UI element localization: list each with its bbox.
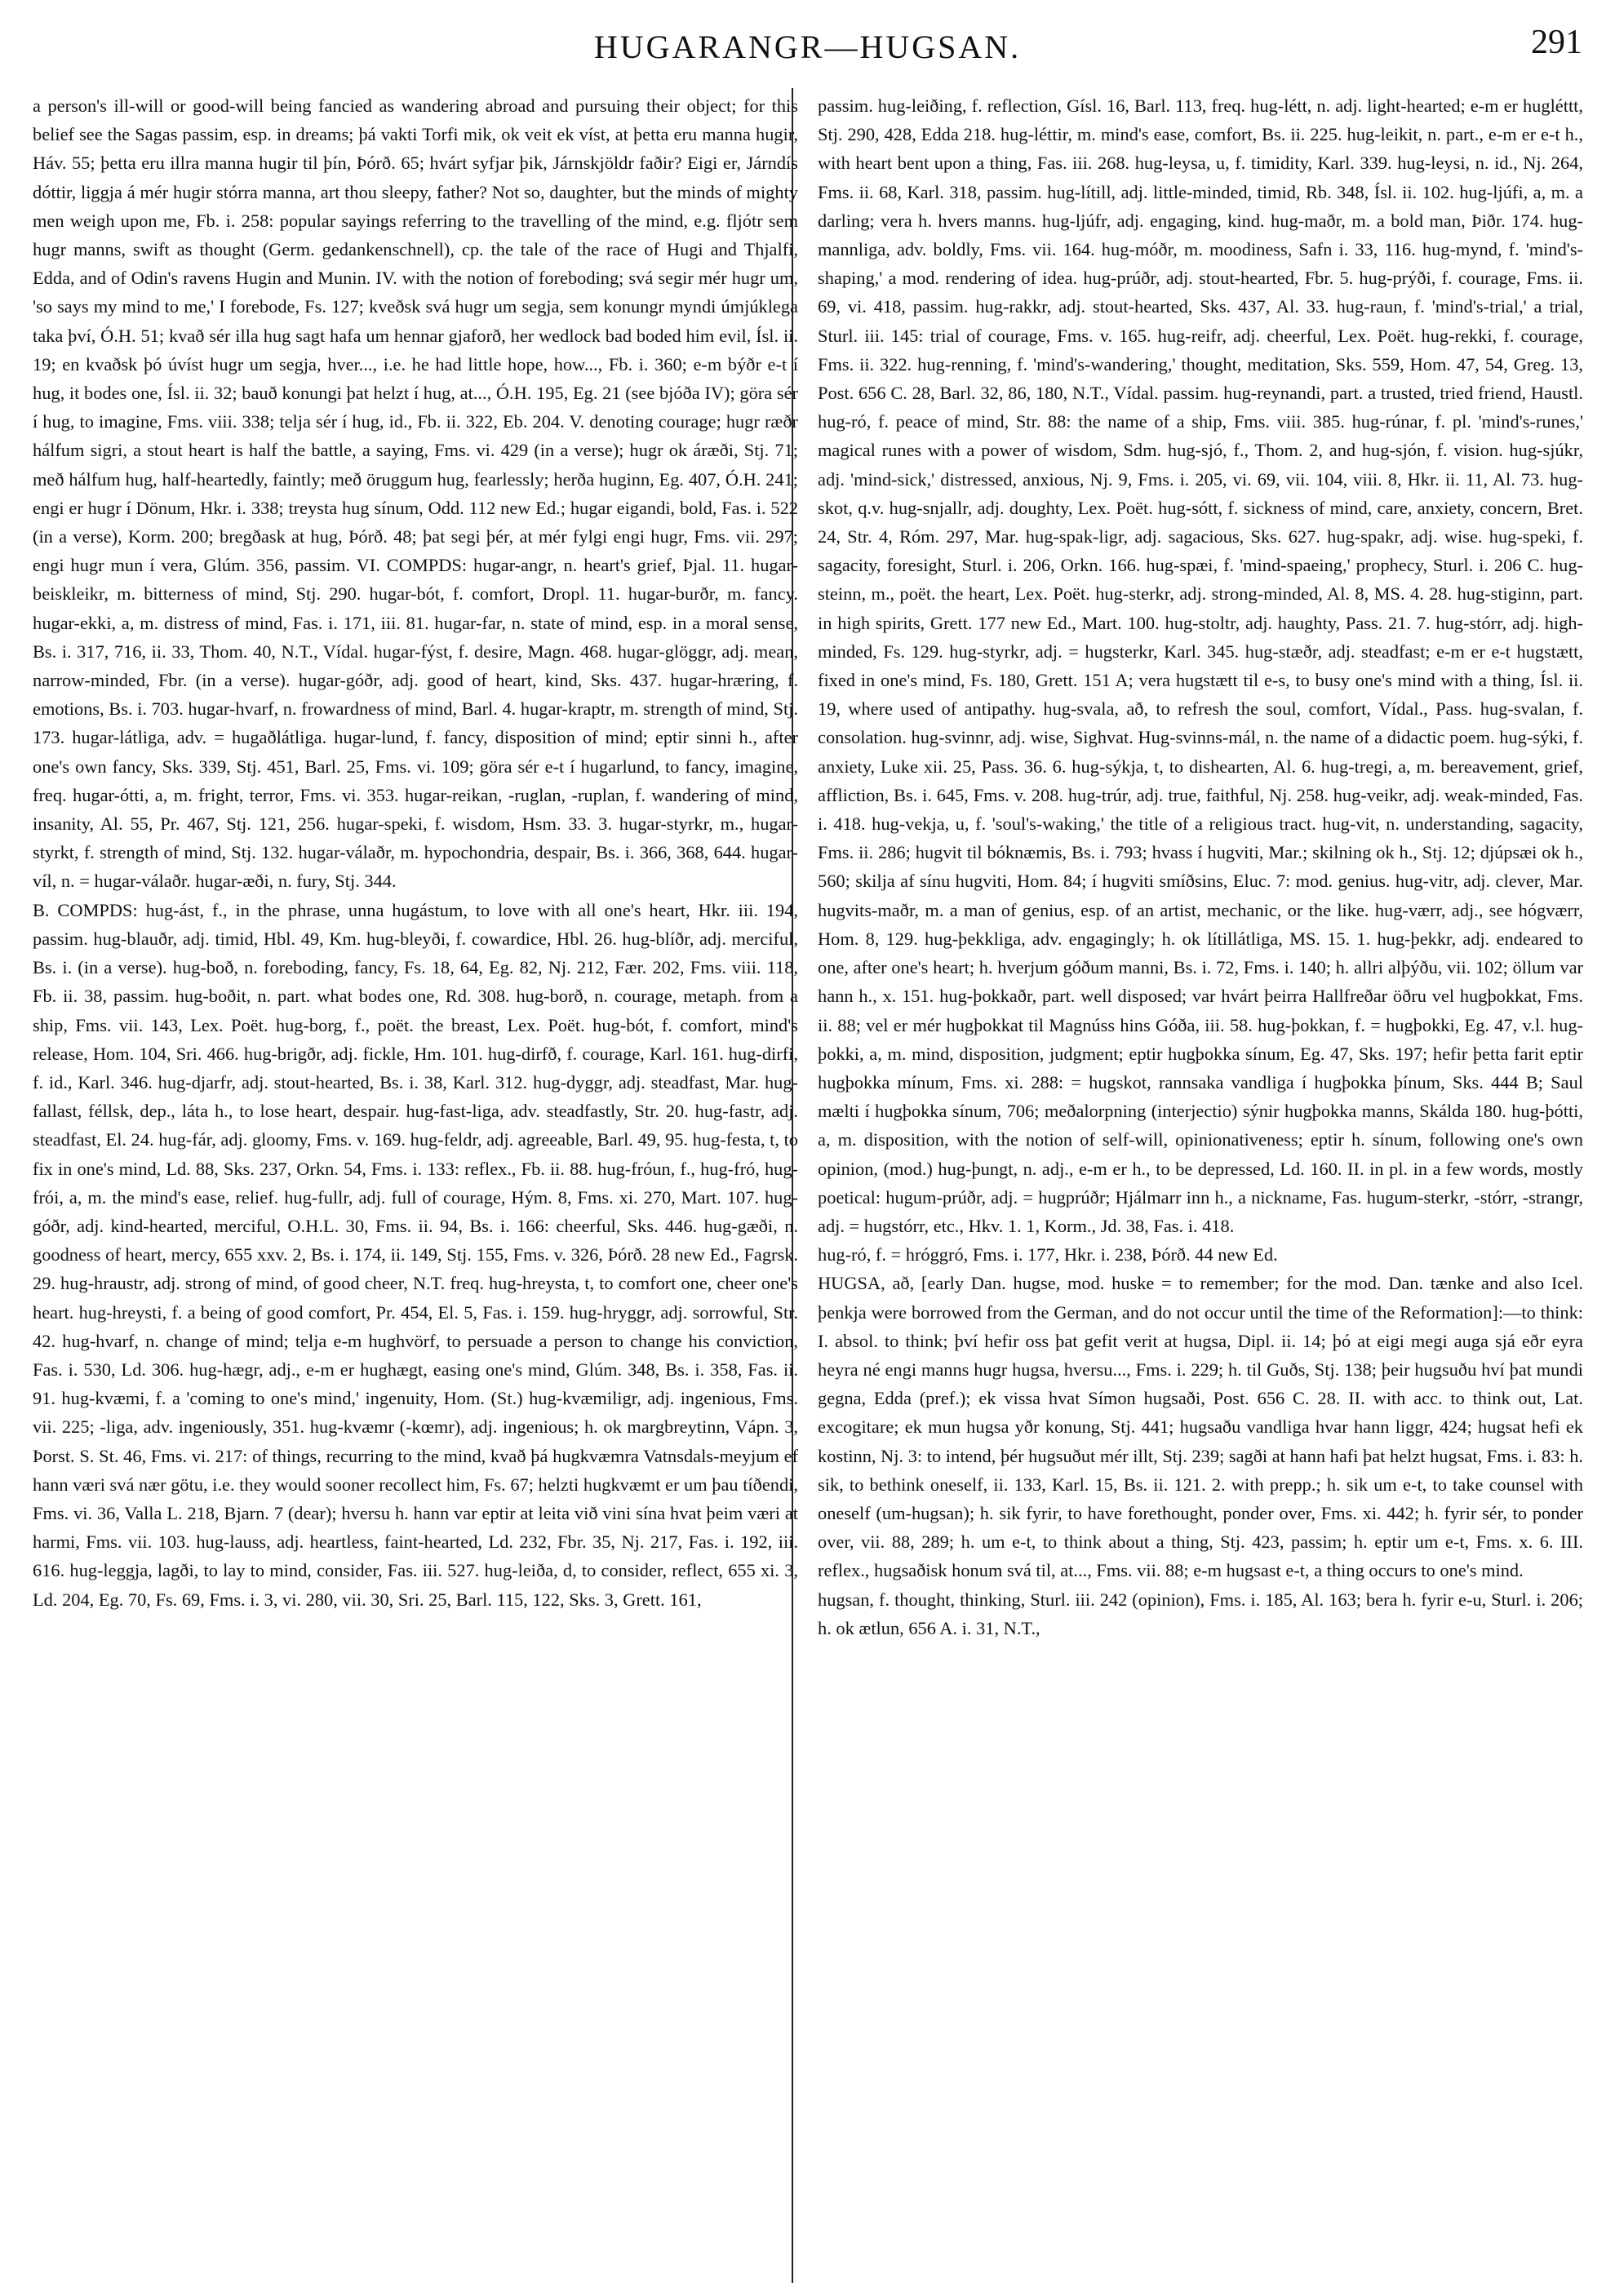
entry-paragraph: a person's ill-will or good-will being fancied as wandering abroad and pursuing their object; for this belief see the Sagas passim, esp. in dreams; þá vakti Torfi mik, ok veit ek víst, at þetta eru manna hugir, Háv. 55; þetta eru illra manna hugir til þín, Þórð. 65; hvárt syfjar þik, Járnskjöldr faðir? Eigi er, Járndís dóttir, liggja á mér hugir stórra manna, art thou sleepy, father? Not so, daughter, but the minds of mighty men weigh upon me, Fb. i. 258: popular sayings referring to the travelling of the mind, e.g. fljótr sem hugr manns, swift as thought (Germ. gedankenschnell), cp. the tale of the race of Hugi and Thjalfi, Edda, and of Odin's ravens Hugin and Munin. IV. with the notion of foreboding; svá segir mér hugr um, 'so says my mind to me,' I forebode, Fs. 127; kveðsk svá hugr um segja, sem konungr myndi úmjúklega taka því, Ó.H. 51; kvað sér illa hug sagt hafa um hennar gjaforð, her wedlock bad boded him evil, Ísl. ii. 19; en kvaðsk þó úvíst hugr um segja, hver..., i.e. he had little hope, how..., Fb. i. 360; e-m býðr e-t í hug, it bodes one, Ísl. ii. 32; bauð konungi þat helzt í hug, at..., Ó.H. 195, Eg. 21 (see bjóða IV); göra sér í hug, to imagine, Fms. viii. 338; telja sér í hug, id., Fb. ii. 322, Eb. 204. V. denoting courage; hugr ræðr hálfum sigri, a stout heart is half the battle, a saying, Fms. vi. 429 (in a verse); hugr ok áræði, Stj. 71; með hálfum hug, half-heartedly, faintly; með öruggum hug, fearlessly; herða huginn, Eg. 407, Ó.H. 241; engi er hugr í Dönum, Hkr. i. 338; treysta hug sínum, Odd. 112 new Ed.; hugar eigandi, bold, Fas. i. 522 (in a verse), Korm. 200; bregðask at hug, Þórð. 48; þat segi þér, at mér fylgi engi hugr, Fms. vii. 297; engi hugr mun í vera, Glúm. 356, passim. VI. COMPDS: hugar-angr, n. heart's grief, Þjal. 11. hugar-beiskleikr, m. bitterness of mind, Stj. 290. hugar-bót, f. comfort, Dropl. 11. hugar-burðr, m. fancy. hugar-ekki, a, m. distress of mind, Fas. i. 171, iii. 81. hugar-far, n. state of mind, esp. in a moral sense, Bs. i. 317, 716, ii. 33, Thom. 40, N.T., Vídal. hugar-fýst, f. desire, Magn. 468. hugar-glöggr, adj. mean, narrow-minded, Fbr. (in a verse). hugar-góðr, adj. good of heart, kind, Sks. 437. hugar-hræring, f. emotions, Bs. i. 703. hugar-hvarf, n. frowardness of mind, Barl. 4. hugar-kraptr, m. strength of mind, Stj. 173. hugar-látliga, adv. = hugaðlátliga. hugar-lund, f. fancy, disposition of mind; eptir sinni h., after one's own fancy, Sks. 339, Stj. 451, Barl. 25, Fms. vi. 109; göra sér e-t í hugarlund, to fancy, imagine, freq. hugar-ótti, a, m. fright, terror, Fms. vi. 353. hugar-reikan, -ruglan, -ruplan, f. wandering of mind, insanity, Al. 55, Pr. 467, Stj. 121, 256. hugar-speki, f. wisdom, Hsm. 33. 3. hugar-styrkr, m., hugar-styrkt, f. strength of mind, Stj. 132. hugar-válaðr, m. hypochondria, despair, Bs. i. 366, 368, 644. hugar-víl, n. = hugar-válaðr. hugar-æði, n. fury, Stj. 344. bbox=[33, 95, 798, 892]
entry-paragraph: HUGSA, að, [early Dan. hugse, mod. huske = to remember; for the mod. Dan. tænke and also Icel. þenkja were borrowed from the German, and do not occur until the time of the Reformation]:—to think: I. absol. to think; því hefir oss þat gefit verit at hugsa, Dipl. ii. 14; þó at eigi megi auga sjá eðr eyra heyra né engi manns hugr hugsa, hversu..., Fms. i. 229; h. til Guðs, Stj. 138; þeir hugsuðu hví þat mundi gegna, Edda (pref.); ek vissa hvat Símon hugsaði, Post. 656 C. 28. II. with acc. to think out, Lat. excogitare; ek mun hugsa yðr konung, Stj. 441; hugsaðu vandliga hvar hann liggr, 424; hugsat hefi ek kostinn, Nj. 3: to intend, þér hugsuðut mér illt, Stj. 239; sagði at hann hafi þat helzt hugsat, Fms. i. 83: h. sik, to bethink oneself, ii. 133, Karl. 15, Bs. ii. 121. 2. with prepp.; h. sik um e-t, to take counsel with oneself (um-hugsan); h. sik fyrir, to have forethought, ponder over, Fms. xi. 442; h. fyrir sér, to ponder over, vii. 88, 289; h. um e-t, to think about a thing, Stj. 423, passim; h. eptir um e-t, Fms. x. 6. III. reflex., hugsaðisk honum svá til, at..., Fms. vii. 88; e-m hugsast e-t, a thing occurs to one's mind. bbox=[818, 1273, 1583, 1581]
entry-paragraph: passim. hug-leiðing, f. reflection, Gísl. 16, Barl. 113, freq. hug-létt, n. adj. light-hearted; e-m er hugléttt, Stj. 290, 428, Edda 218. hug-léttir, m. mind's ease, comfort, Bs. ii. 225. hug-leikit, n. part., e-m er e-t h., with heart bent upon a thing, Fas. iii. 268. hug-leysa, u, f. timidity, Karl. 339. hug-leysi, n. id., Nj. 264, Fms. ii. 68, Karl. 318, passim. hug-lítill, adj. little-minded, timid, Rb. 348, Ísl. ii. 102. hug-ljúfi, a, m. a darling; vera h. hvers manns. hug-ljúfr, adj. engaging, kind. hug-maðr, m. a bold man, Þiðr. 174. hug-mannliga, adv. boldly, Fms. vii. 164. hug-móðr, m. moodiness, Safn i. 33, 116. hug-mynd, f. 'mind's-shaping,' a mod. rendering of idea. hug-prúðr, adj. stout-hearted, Fbr. 5. hug-prýði, f. courage, Fms. ii. 69, vi. 418, passim. hug-rakkr, adj. stout-hearted, Sks. 437, Al. 33. hug-raun, f. 'mind's-trial,' a trial, Sturl. iii. 145: trial of courage, Fms. v. 165. hug-reifr, adj. cheerful, Lex. Poët. hug-rekki, f. courage, Fms. ii. 322. hug-renning, f. 'mind's-wandering,' thought, meditation, Sks. 559, Hom. 47, 54, Greg. 13, Post. 656 C. 28, Barl. 32, 86, 180, N.T., Vídal. passim. hug-reynandi, part. a trusted, tried friend, Haustl. hug-ró, f. peace of mind, Str. 88: the name of a ship, Fms. viii. 385. hug-rúnar, f. pl. 'mind's-runes,' magical runes with a power of wisdom, Sdm. hug-sjó, f., Thom. 2, and hug-sjón, f. vision. hug-sjúkr, adj. 'mind-sick,' distressed, anxious, Nj. 9, Fms. i. 205, vi. 69, vii. 104, viii. 8, Hkr. ii. 11, Al. 73. hug-skot, q.v. hug-snjallr, adj. doughty, Lex. Poët. hug-sótt, f. sickness of mind, care, anxiety, concern, Bret. 24, Str. 4, Róm. 297, Mar. hug-spak-ligr, adj. sagacious, Sks. 627. hug-spakr, adj. wise. hug-speki, f. sagacity, foresight, Sturl. i. 206, Orkn. 166. hug-spæi, f. 'mind-spaeing,' prophecy, Sturl. i. 206 C. hug-steinn, m., poët. the heart, Lex. Poët. hug-sterkr, adj. strong-minded, Al. 8, MS. 4. 28. hug-stiginn, part. in high spirits, Grett. 177 new Ed., Mart. 100. hug-stoltr, adj. haughty, Pass. 21. 7. hug-stórr, adj. high-minded, Fs. 129. hug-styrkr, adj. = hugsterkr, Karl. 345. hug-stæðr, adj. steadfast; e-m er e-t hugstætt, fixed in one's mind, Fs. 180, Grett. 151 A; vera hugstætt til e-s, to busy one's mind with a thing, Ísl. ii. 19, where used of antipathy. hug-svala, að, to refresh the soul, comfort, Vídal., Pass. hug-svalan, f. consolation. hug-svinnr, adj. wise, Sighvat. Hug-svinns-mál, n. the name of a didactic poem. hug-sýki, f. anxiety, Luke xii. 25, Pass. 36. 6. hug-sýkja, t, to dishearten, Al. 6. hug-tregi, a, m. bereavement, grief, affliction, Bs. i. 645, Fms. v. 208. hug-trúr, adj. true, faithful, Nj. 258. hug-veikr, adj. weak-minded, Fas. i. 418. hug-vekja, u, f. 'soul's-waking,' the title of a religious tract. hug-vit, n. understanding, sagacity, Fms. ii. 286; hugvit til bóknæmis, Bs. i. 793; hvass í hugviti, Mar.; skilning ok h., Stj. 12; djúpsæi ok h., 560; skilja af sínu hugviti, Hom. 84; í hugviti smíðsins, Eluc. 7: mod. genius. hug-vitr, adj. clever, Mar. hugvits-maðr, m. a man of genius, esp. of an artist, mechanic, or the like. hug-værr, adj., see hógværr, Hom. 8, 129. hug-þekkliga, adv. engagingly; h. ok lítillátliga, MS. 15. 1. hug-þekkr, adj. endeared to one, after one's heart; h. hverjum góðum manni, Bs. i. 72, Fms. i. 140; h. allri alþýðu, vii. 102; öllum var hann h., x. 151. hug-þokkaðr, part. well disposed; var hvárt þeirra Hallfreðar öðru vel hugþokkat, Fms. ii. 88; vel er mér hugþokkat til Magnúss hins Góða, iii. 58. hug-þokkan, f. = hugþokki, Eg. 47, v.l. hug-þokki, a, m. mind, disposition, judgment; eptir hugþokka sínum, Eg. 47, Sks. 197; hefir þetta farit eptir hugþokka mínum, Fms. xi. 288: = hugskot, rannsaka vandliga í hugþokka þínum, Sks. 444 B; Saul mælti í hugþokka sínum, 706; meðalorpning (interjectio) sýnir hugþokka manns, Skálda 180. hug-þótti, a, m. disposition, with the notion of self-will, opinionativeness; eptir h. sínum, following one's own opinion, (mod.) hug-þungt, n. adj., e-m er h., to be depressed, Ld. 160. II. in pl. in a few words, mostly poetical: hugum-prúðr, adj. = hugprúðr; Hjálmarr inn h., a nickname, Fas. hugum-sterkr, -stórr, -strangr, adj. = hugstórr, etc., Hkv. 1. 1, Korm., Jd. 38, Fas. i. 418. bbox=[818, 95, 1583, 1236]
entry-paragraph: hugsan, f. thought, thinking, Sturl. iii. 242 (opinion), Fms. i. 185, Al. 163; bera h. fyrir e-u, Sturl. i. 206; h. ok ætlun, 656 A. i. 31, N.T., bbox=[818, 1589, 1583, 1638]
entry-paragraph: hug-ró, f. = hróggró, Fms. i. 177, Hkr. i. 238, Þórð. 44 new Ed. bbox=[818, 1244, 1278, 1265]
left-column bbox=[33, 91, 798, 2278]
right-column bbox=[818, 91, 1583, 2278]
running-head: HUGARANGR—HUGSAN. bbox=[593, 29, 1022, 65]
page-header bbox=[0, 23, 1615, 80]
page-number: 291 bbox=[1531, 24, 1582, 61]
entry-paragraph: B. COMPDS: hug-ást, f., in the phrase, unna hugástum, to love with all one's heart, Hkr. iii. 194, passim. hug-blauðr, adj. timid, Hbl. 49, Km. hug-bleyði, f. cowardice, Hbl. 26. hug-blíðr, adj. merciful, Bs. i. (in a verse). hug-boð, n. foreboding, fancy, Fs. 18, 64, Eg. 82, Nj. 212, Fær. 202, Fms. viii. 118, Fb. ii. 38, passim. hug-boðit, n. part. what bodes one, Rd. 308. hug-borð, n. courage, metaph. from a ship, Fms. vii. 143, Lex. Poët. hug-borg, f., poët. the breast, Lex. Poët. hug-bót, f. comfort, mind's release, Hom. 104, Sri. 466. hug-brigðr, adj. fickle, Hm. 101. hug-dirfð, f. courage, Karl. 161. hug-dirfi, f. id., Karl. 346. hug-djarfr, adj. stout-hearted, Bs. i. 38, Karl. 312. hug-dyggr, adj. steadfast, Mar. hug-fallast, féllsk, dep., láta h., to lose heart, despair. hug-fast-liga, adv. steadfastly, Str. 20. hug-fastr, adj. steadfast, El. 24. hug-fár, adj. gloomy, Fms. v. 169. hug-feldr, adj. agreeable, Barl. 49, 95. hug-festa, t, to fix in one's mind, Ld. 88, Sks. 237, Orkn. 54, Fms. i. 133: reflex., Fb. ii. 88. hug-fróun, f., hug-fró, hug-frói, a, m. the mind's ease, relief. hug-fullr, adj. full of courage, Hým. 8, Fms. xi. 270, Mart. 107. hug-góðr, adj. kind-hearted, merciful, O.H.L. 30, Fms. ii. 94, Bs. i. 166: cheerful, Sks. 446. hug-gæði, n. goodness of heart, mercy, 655 xxv. 2, Bs. i. 174, ii. 149, Stj. 155, Fms. v. 326, Þórð. 28 new Ed., Fagrsk. 29. hug-hraustr, adj. strong of mind, of good cheer, N.T. freq. hug-hreysta, t, to comfort one, cheer one's heart. hug-hreysti, f. a being of good comfort, Pr. 454, El. 5, Fas. i. 159. hug-hryggr, adj. sorrowful, Str. 42. hug-hvarf, n. change of mind; telja e-m hughvörf, to persuade a person to change his conviction, Fas. i. 530, Ld. 306. hug-hægr, adj., e-m er hughægt, easing one's mind, Glúm. 348, Bs. i. 358, Fas. ii. 91. hug-kvæmi, f. a 'coming to one's mind,' ingenuity, Hom. (St.) hug-kvæmiligr, adj. ingenious, Fms. vii. 225; -liga, adv. ingeniously, 351. hug-kvæmr (-kœmr), adj. ingenious; h. ok margbreytinn, Vápn. 3, Þorst. S. St. 46, Fms. vi. 217: of things, recurring to the mind, kvað þá hugkvæmra Vatnsdals-meyjum ef hann væri svá nær götu, i.e. they would sooner recollect him, Fs. 67; helzti hugkvæmt er um þau tíðendi, Fms. vi. 36, Valla L. 218, Bjarn. 7 (dear); hversu h. hann var eptir at leita við vini sína hvat þeim væri at harmi, Fms. vii. 103. hug-lauss, adj. heartless, faint-hearted, Ld. 232, Fbr. 35, Nj. 217, Fas. i. 192, iii. 616. hug-leggja, lagði, to lay to mind, consider, Fas. iii. 527. hug-leiða, d, to consider, reflect, 655 xi. 3, Ld. 204, Eg. 70, Fs. 69, Fms. i. 3, vi. 280, vii. 30, Sri. 25, Barl. 115, 122, Sks. 3, Grett. 161, bbox=[33, 899, 798, 1610]
